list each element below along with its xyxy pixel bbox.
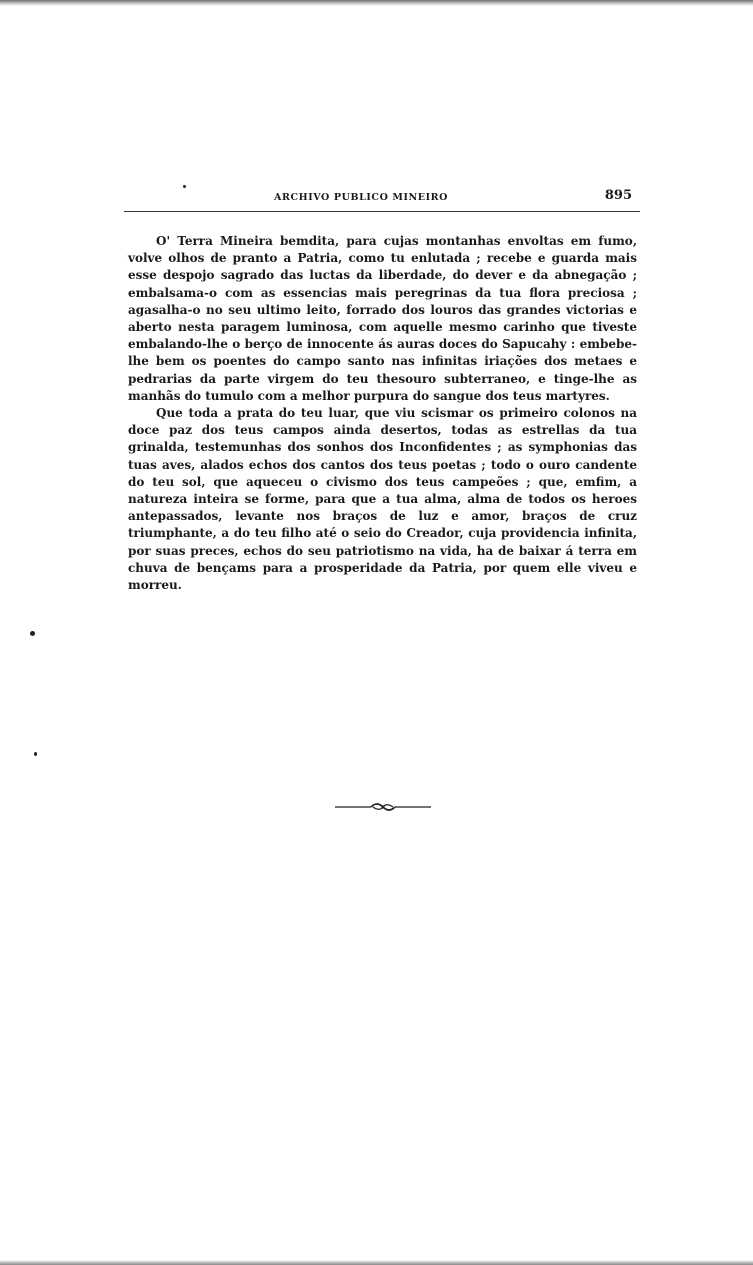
top-scan-edge	[0, 0, 753, 6]
paragraph: Que toda a prata do teu luar, que viu scismar os primeiro colonos na doce paz dos teus campos ainda desertos, todas as estrellas da tua grinalda, testemunhas dos sonhos dos Inconfidentes ; as symphonias das tuas aves, alados echos dos cantos dos teus poetas ; todo o ouro candente do teu sol, que aqueceu o civismo dos teus campeões ; que, emfim, a natureza inteira se forme, para que a tua alma, alma de todos os heroes antepassados, levante nos braços de luz e amor, braços de cruz triumphante, a do teu filho até o seio do Creador, cuja providencia infinita, por suas preces, echos do seu patriotismo na vida, ha de baixar á terra em chuva de bençams para a prosperidade da Patria, por quem elle viveu e morreu.	[128, 406, 637, 593]
page-number: 895	[604, 188, 632, 203]
running-title: ARCHIVO PUBLICO MINEIRO	[274, 192, 449, 203]
ink-speck	[34, 752, 37, 756]
closing-ornament-icon	[333, 801, 433, 813]
paragraph: O' Terra Mineira bemdita, para cujas montanhas envoltas em fumo, volve olhos de pranto a Patria, como tu enlutada ; recebe e guarda mais esse despojo sagrado das luctas da liberdade, do dever e da abnegação ; embalsama-o com as essencias mais peregrinas da tua flora preciosa ; agasalha-o no seu ultimo leito, forrado dos louros das grandes victorias e aberto nesta paragem luminosa, com aquelle mesmo carinho que tiveste embalando-lhe o berço de innocente ás auras doces do Sapucahy : embebe-lhe bem os poentes do campo santo nas infinitas iriações dos metaes e pedrarias da parte virgem do teu thesouro subterraneo, e tinge-lhe as manhãs do tumulo com a melhor purpura do sangue dos teus martyres.	[128, 234, 637, 403]
header-rule	[124, 211, 640, 212]
body-text	[128, 233, 637, 594]
ink-speck	[30, 631, 35, 636]
page-header	[124, 188, 640, 208]
bottom-scan-edge	[0, 1260, 753, 1265]
